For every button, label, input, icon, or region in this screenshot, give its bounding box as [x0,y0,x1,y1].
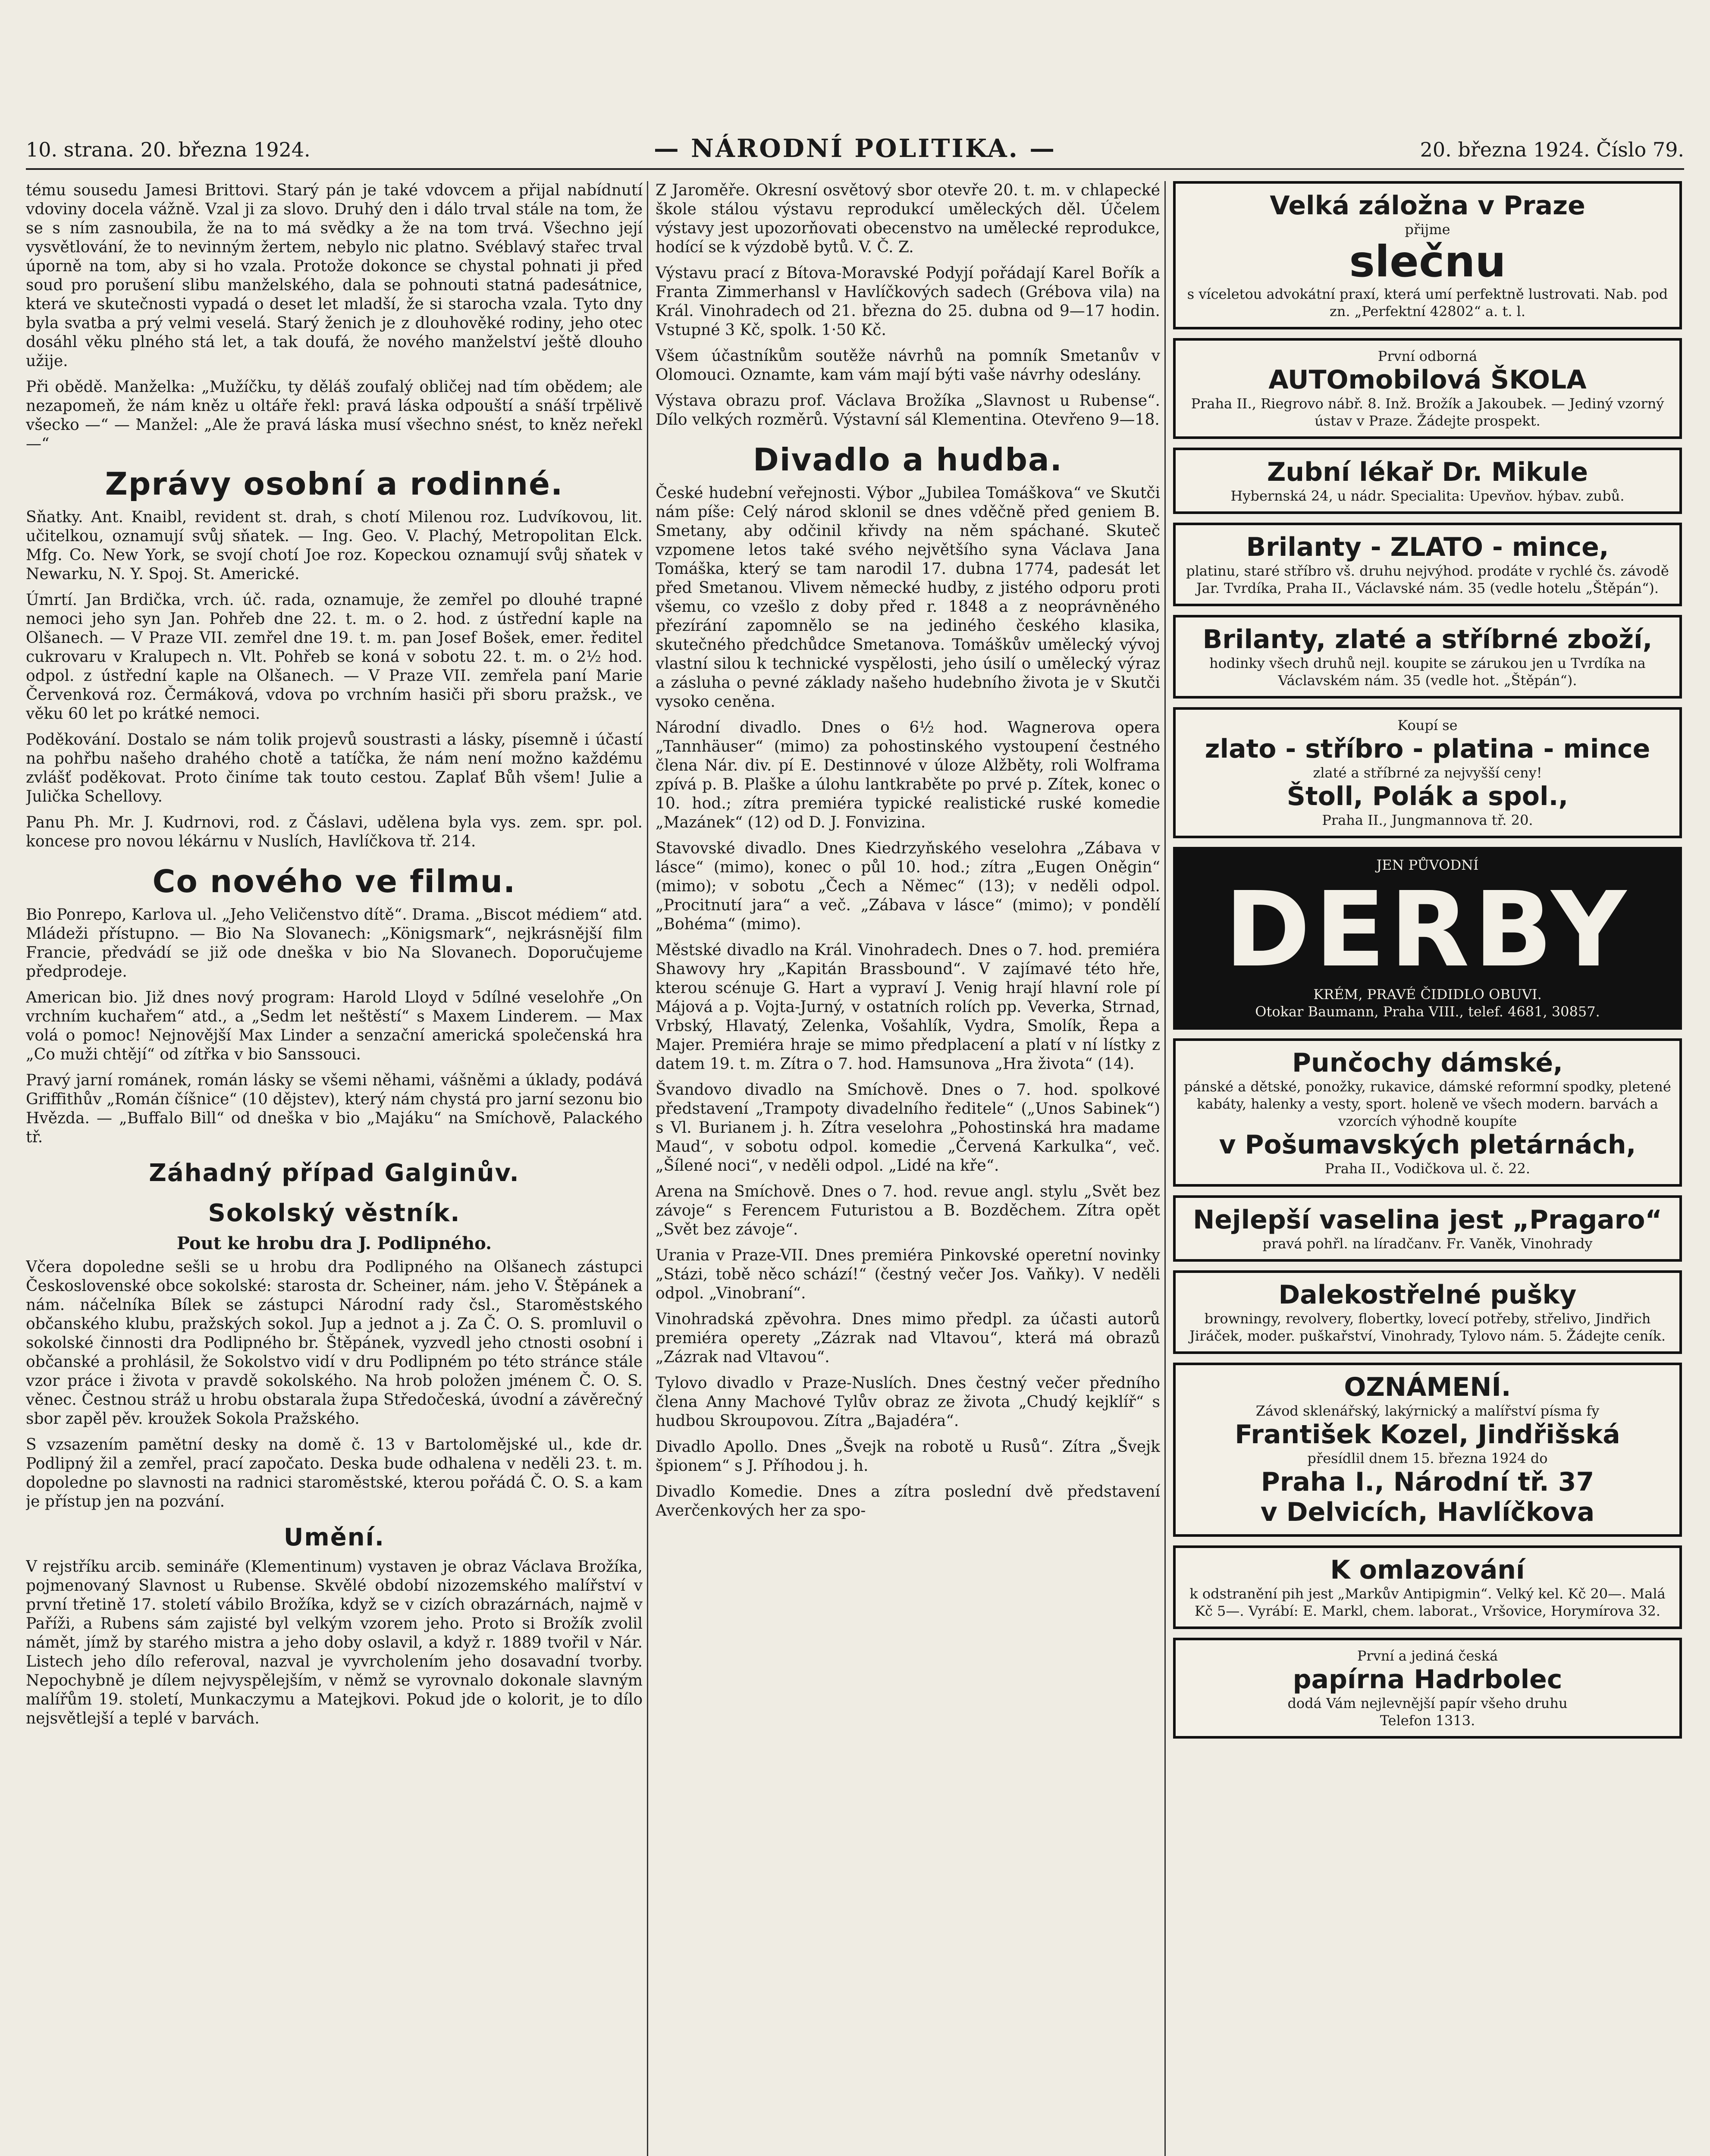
ad-title: K omlazování [1330,1555,1525,1585]
ad-big-text: papírna Hadrbolec [1293,1664,1563,1695]
ad-title: První odborná [1377,348,1478,364]
header-right: 20. března 1924. Číslo 79. [1420,138,1684,161]
ad-text: Praha II., Riegrovo nábř. 8. Inž. Brožík a Jakoubek. — Jediný vzorný ústav v Praze. Žádejte prospekt. [1191,395,1664,429]
article-paragraph: Vinohradská zpěvohra. Dnes mimo předpl. za účasti autorů premiéra operety „Zázrak nad Vltavou“, která má obrazů „Zázrak nad Vltavou“. [656,1310,1160,1366]
ad-big-text: DERBY [1224,869,1631,990]
ad-address: Praha II., Vodičkova ul. č. 22. [1325,1160,1530,1177]
ad-omlazovani [1173,1545,1682,1629]
ad-autoskola [1173,338,1682,439]
article-paragraph: Včera dopoledne sešli se u hrobu dra Podlipného na Olšanech zástupci Československé obce sokolské: starosta dr. Scheiner, nám. jeho V. Štěpánek a nám. náčelníka Bílek se zástupci Národní rady čsl., Staroměstského občanského klubu, pražských sokol. Jup a jednot a j. Za Č. O. S. promluvil o sokolské činnosti dra Podlipného br. Štěpánek, vyzvedl jeho ctnosti osobní i občanské a prohlásil, že Sokolstvo vidí v dru Podlipném po této stránce stále vzor práce i života v pravdě sokolského. Na hrob položen jménem Č. O. S. věnec. Čestnou stráž u hrobu obstarala župa Středočeská, úvodní a závěrečný sbor zapěl pěv. kroužek Sokola Pražského. [26,1258,643,1428]
ad-text: Závod sklenářský, lakýrnický a malířství písma fy [1255,1403,1600,1419]
article-paragraph: V rejstříku arcib. semináře (Klementinum) vystaven je obraz Václava Brožíka, pojmenovaný Slavnost u Rubense. Skvělé období nizozemského malířství v první třetině 17. století vábilo Brožíka, když se v cizích obrazárnách, najmě v Paříži, a Rubens sám zajisté byl velkým vzorem jeho. Proto si Brožík zvolil námět, jímž by starého mistra a jeho doby oslavil, a když r. 1889 tvořil v Nár. Listech jeho dílo referoval, nazval je vyvrcholením jeho dosavadní tvorby. Nepochybně je dílem nejvyspělejším, v němž se vyrovnalo dokonale slavným malířům 19. století, Munkaczymu a Matejkovi. Pokud jde o kolorit, je to dílo nejsvětlejší a teplé v barvách. [26,1558,643,1727]
ad-vaselina [1173,1195,1682,1262]
ad-pusky [1173,1270,1682,1354]
ad-text: browningy, revolvery, flobertky, lovecí potřeby, střelivo, Jindřich Jiráček, moder. puškařství, Vinohrady, Tylovo nám. 5. Žádejte ceník. [1189,1310,1666,1344]
article-paragraph: Tylovo divadlo v Praze-Nuslích. Dnes čestný večer předního člena Anny Machové Tylův obraz ze života „Chudý kejklíř“ s hudbou Skroupovou. Zítra „Bajadéra“. [656,1374,1160,1430]
article-paragraph: Panu Ph. Mr. J. Kudrnovi, rod. z Čáslavi, udělena byla vys. zem. spr. pol. koncese pro novou lékárnu v Nuslích, Havlíčkova tř. 214. [26,814,643,850]
ad-title: Zubní lékař Dr. Mikule [1267,457,1588,487]
ad-big-text: AUTOmobilová ŠKOLA [1268,365,1587,395]
ad-text: s víceletou advokátní praxí, která umí perfektně lustrovati. Nab. pod zn. „Perfektní 42802“ a. t. l. [1187,286,1668,320]
ad-text: Hybernská 24, u nádr. Specialita: Upevňov. hýbav. zubů. [1230,488,1625,504]
ad-oznameni [1173,1363,1682,1537]
film-headline: Záhadný případ Galginův. [149,1159,520,1187]
ad-derby [1173,847,1682,1030]
ad-big-text: zlato - stříbro - platina - mince [1205,734,1650,764]
article-paragraph: Z Jaroměře. Okresní osvětový sbor otevře 20. t. m. v chlapecké škole stálou výstavu reprodukcí uměleckých děl. Účelem výstavy jest upozorňovati obecenstvo na umělecké reprodukce, hodící se k výzdobě bytů. V. Č. Z. [656,182,1160,256]
article-paragraph: Švandovo divadlo na Smíchově. Dnes o 7. hod. spolkové představení „Trampoty divadelního ředitele“ („Unos Sabinek“) s Vl. Burianem j. h. Zítra veselohra „Pohostinská hra madame Maud“, v sobotu odpol. komedie „Červená Karkulka“, več. „Šílené noci“, v neděli odpol. „Lidé na kře“. [656,1081,1160,1175]
column-1 [26,181,643,2156]
article-paragraph: Při obědě. Manželka: „Mužíčku, ty děláš zoufalý obličej nad tím obědem; ale nezapomeň, že nám kněz u oltáře řekl: pravá láska odpouští a snáší trpělivě všecko —“ — Manžel: „Ale že pravá láska musí všechno snést, to kněz neřekl —“ [26,378,643,453]
section-heading: Co nového ve filmu. [152,863,516,899]
article-paragraph: Všem účastníkům soutěže návrhů na pomník Smetanův v Olomouci. Oznamte, kam vám mají býti vaše návrhy odeslány. [656,347,1160,384]
article-paragraph: Úmrtí. Jan Brdička, vrch. úč. rada, oznamuje, že zemřel po dlouhé trapné nemoci jeho syn Jan. Pohřeb dne 22. t. m. o 2. hod. z ústřední kaple na Olšanech. — V Praze VII. zemřel dne 19. t. m. pan Josef Bošek, emer. ředitel cukrovaru v Kralupech n. Vlt. Pohřeb se koná v sobotu 22. t. m. o 2½ hod. odpol. z ústřední kaple na Olšanech. — V Praze VII. zemřela paní Marie Červenková roz. Čermáková, vdova po vrchním hasiči při sboru pražsk., ve věku 60 let po krátké nemoci. [26,591,643,723]
ad-phone: Telefon 1313. [1380,1712,1475,1729]
ad-text: hodinky všech druhů nejl. koupite se zárukou jen u Tvrdíka na Václavském nám. 35 (vedle hot. „Štěpán“). [1209,655,1646,689]
section-heading: Divadlo a hudba. [753,442,1063,478]
column-2 [656,181,1160,2156]
ad-address: Praha I., Národní tř. 37 [1261,1467,1594,1497]
section-heading: Umění. [283,1523,385,1551]
ad-title: Brilanty - ZLATO - mince, [1246,532,1609,562]
ad-brilanty-zlato [1173,523,1682,606]
article-paragraph: Poděkování. Dostalo se nám tolik projevů soustrasti a lásky, písemně i účastí na pohřbu našeho drahého chotě a tatíčka, že nám není možno každému zvlášť poděkovat. Proto činíme tak touto cestou. Zaplať Bůh všem! Julie a Julička Schellovy. [26,731,643,805]
ad-address: Praha II., Jungmannova tř. 20. [1322,812,1533,828]
article-paragraph: S vzsazením pamětní desky na domě č. 13 v Bartolomějské ul., kde dr. Podlipný žil a zemřel, prací započato. Deska bude odhalena v neděli 23. t. m. dopoledne po slavnosti na radnici staroměstské, kterou pořádá Č. O. S. a kam je přístup jen na pozvání. [26,1436,643,1510]
ad-text: k odstranění pih jest „Markův Antipigmin“. Velký kel. Kč 20—. Malá Kč 5—. Vyrábí: E. Markl, chem. laborat., Vršovice, Horymírova 32. [1189,1586,1666,1619]
ad-zubni-lekar [1173,448,1682,514]
column-divider [647,181,648,2156]
ad-subtitle: KRÉM, PRAVÉ ČIDIDLO OBUVI. [1313,986,1542,1003]
ad-papirna [1173,1638,1682,1739]
article-paragraph: Sňatky. Ant. Knaibl, revident st. drah, s chotí Milenou roz. Ludvíkovou, lit. učitelkou, oznamují svůj sňatek. — Ing. Geo. V. Plachý, Metropolitan Elck. Mfg. Co. New York, se svojí chotí Joe roz. Kopeckou oznamují svůj sňatek v Newarku, N. Y. Spoj. St. Americké. [26,508,643,583]
ad-zlato-stribro [1173,707,1682,838]
ad-address: v Delvicích, Havlíčkova [1260,1497,1595,1527]
ad-title: Brilanty, zlaté a stříbrné zboží, [1202,624,1653,655]
ad-title: OZNÁMENÍ. [1344,1372,1511,1402]
ad-brilanty-zbozi [1173,615,1682,699]
ad-zalozna [1173,181,1682,329]
ad-title: První a jediná česká [1357,1648,1498,1664]
header-left: 10. strana. 20. března 1924. [26,138,311,161]
article-paragraph: Divadlo Apollo. Dnes „Švejk na robotě u Rusů“. Zítra „Švejk špionem“ s J. Příhodou j. h. [656,1438,1160,1475]
ad-title: Punčochy dámské, [1292,1048,1563,1078]
masthead-title: — NÁRODNÍ POLITIKA. — [653,134,1057,163]
ad-title: Nejlepší vaselina jest „Pragaro“ [1193,1205,1662,1235]
article-paragraph: Divadlo Komedie. Dnes a zítra poslední dvě představení Averčenkových her za spo- [656,1483,1160,1520]
article-paragraph: Národní divadlo. Dnes o 6½ hod. Wagnerova opera „Tannhäuser“ (mimo) za pohostinského vystoupení čestného člena Nár. div. pí E. Destinnové v úloze Alžběty, roli Wolframa zpívá p. B. Plaške a úlohu lantkraběte po prvé p. Zítek, konec o 10. hod.; zítra premiéra typické realistické ruské komedie „Mazánek“ (12) od D. J. Fonvizina. [656,719,1160,831]
ad-puncochy [1173,1038,1682,1187]
article-paragraph: Výstava obrazu prof. Václava Brožíka „Slavnost u Rubense“. Dílo velkých rozměrů. Výstavní sál Klementina. Otevřeno 9—18. [656,392,1160,429]
ad-subtitle: přijme [1405,221,1450,238]
ad-big-text: slečnu [1349,236,1506,287]
page-header [26,129,1684,170]
ad-text: platinu, staré stříbro vš. druhu nejvýhod. prodáte v rychlé čs. závodě Jar. Tvrdíka, Praha II., Václavské nám. 35 (vedle hotelu „Štěpán“). [1186,563,1669,596]
article-subheading: Pout ke hrobu dra J. Podlipného. [176,1233,492,1253]
ad-firm: František Kozel, Jindřišská [1235,1420,1620,1450]
ad-firm: v Pošumavských pletárnách, [1219,1130,1636,1160]
ad-text: dodá Vám nejlevnější papír všeho druhu [1287,1695,1568,1711]
advertisement-column [1173,181,1682,2156]
ad-title: JEN PŮVODNÍ [1376,857,1479,873]
article-paragraph: tému sousedu Jamesi Brittovi. Starý pán je také vdovcem a přijal nabídnutí vdoviny docela vážně. Vzal ji za slovo. Druhý den i dálo trval stále na tom, že se s ním zasnoubila, že na to má svědky a že na tom trvá. Všechno její vysvětlování, že to nevinným žertem, nebylo nic platno. Svéblavý stařec trval úporně na tom, aby si ho vzala. Protože dokonce se chystal pohnati ji před soud pro porušení slibu manželského, dala se pohnouti statná padesátnice, která ve skutečnosti vypadá o deset let mladší, že si starocha vzala. Tyto dny byla svatba a prý velmi veselá. Starý ženich je z dlouhověké rodiny, jeho otec dosáhl věku plného stá let, a tak doufá, že nového manželství ještě dlouho užije. [26,182,643,370]
ad-subtitle: zlaté a stříbrné za nejvyšší ceny! [1313,765,1542,781]
article-paragraph: Urania v Praze-VII. Dnes premiéra Pinkovské operetní novinky „Stázi, tobě něco schází!“ (čestný večer Jos. Vaňky). V neděli odpol. „Vinobraní“. [656,1247,1160,1302]
article-paragraph: Bio Ponrepo, Karlova ul. „Jeho Veličenstvo dítě“. Drama. „Biscot médiem“ atd. Mládeži přístupno. — Bio Na Slovanech: „Königsmark“, nejkrásnější film Francie, předvádí se již ode dneška v bio Na Slovanech. Doporučujeme předprodeje. [26,906,643,981]
column-divider [1164,181,1166,2156]
ad-firm: Štoll, Polák a spol., [1286,781,1569,812]
ad-text: pánské a dětské, ponožky, rukavice, dámské reformní spodky, pletené kabáty, halenky a vesty, sport. holeně ve všech modern. barvách a vzorcích výhodně koupíte [1184,1078,1671,1129]
article-paragraph: Arena na Smíchově. Dnes o 7. hod. revue angl. stylu „Svět bez závoje“ s Ferencem Futuristou a B. Bozděchem. Zítra opět „Svět bez závoje“. [656,1183,1160,1238]
ad-title: Dalekostřelné pušky [1278,1280,1577,1310]
section-heading: Sokolský věstník. [208,1199,461,1227]
ad-title: Koupí se [1397,717,1458,733]
ad-text: pravá pohřl. na líradčanv. Fr. Vaněk, Vinohrady [1262,1235,1593,1252]
article-paragraph: Pravý jarní románek, román lásky se všemi něhami, vášněmi a úklady, podává Griffithův „Román číšnice“ (10 dějstev), který nám chystá pro jarní sezonu bio Hvězda. — „Buffalo Bill“ od dneška v bio „Majáku“ na Smíchově, Palackého tř. [26,1072,643,1146]
article-paragraph: Městské divadlo na Král. Vinohradech. Dnes o 7. hod. premiéra Shawovy hry „Kapitán Brassbound“. V zajímavé této hře, kterou scénuje G. Hart a vypraví J. Venig hrají hlavní role pí Májová a p. Vojta-Jurný, v ostatních rolích pp. Veverka, Strnad, Vrbský, Hlavatý, Zelenka, Vošahlík, Vydra, Smolík, Řepa a Majer. Premiéra hraje se mimo předplacení a platí v ní lístky z datem 19. t. m. Zítra o 7. hod. Hamsunova „Hra života“ (14). [656,941,1160,1073]
article-paragraph: Výstavu prací z Bítova-Moravské Podyjí pořádají Karel Bořík a Franta Zimmerhansl v Havlíčkových sadech (Grébova vila) na Král. Vinohradech od 21. března do 25. dubna od 9—17 hodin. Vstupné 3 Kč, spolk. 1·50 Kč. [656,264,1160,339]
ad-text: přesídlil dnem 15. března 1924 do [1307,1450,1548,1467]
article-paragraph: American bio. Již dnes nový program: Harold Lloyd v 5dílné veselohře „On vrchním kuchařem“ atd., a „Sedm let neštěstí“ s Maxem Linderem. — Max volá o pomoc! Nejnovější Max Linder a senzační americká společenská hra „Co muži chtějí“ od zítřka v bio Sanssouci. [26,989,643,1063]
ad-title: Velká záložna v Praze [1270,191,1585,221]
ad-firm: Otokar Baumann, Praha VIII., telef. 4681, 30857. [1255,1003,1600,1020]
article-paragraph: České hudební veřejnosti. Výbor „Jubilea Tomáškova“ ve Skutči nám píše: Celý národ sklonil se dnes vděčně před geniem B. Smetany, aby odčinil křivdy na něm spáchané. Skuteč vzpomene letos také svého největšího syna Václava Jana Tomáška, který se tam narodil 17. dubna 1774, padesát let před Smetanou. Vlivem německé hudby, z jistého odporu proti všemu, co vzešlo z doby před r. 1848 a z neoprávněného přezírání zapomnělo se na jediného českého klasika, skutečného předchůdce Smetanova. Tomáškův umělecký vývoj vlastní silou k technické vyspělosti, jeho úsilí o umělecký výraz a zásluha o pevné základy našeho hudebního života je v Skutči vysoko ceněna. [656,484,1160,711]
article-paragraph: Stavovské divadlo. Dnes Kiedrzyňského veselohra „Zábava v lásce“ (mimo), konec o půl 10. hod.; zítra „Eugen Oněgin“ (mimo); v sobotu „Čech a Němec“ (13); v neděli odpol. „Procitnutí jara“ a več. „Zábava v lásce“ (mimo); v pondělí „Bohéma“ (mimo). [656,840,1160,933]
section-heading: Zprávy osobní a rodinné. [105,466,564,502]
